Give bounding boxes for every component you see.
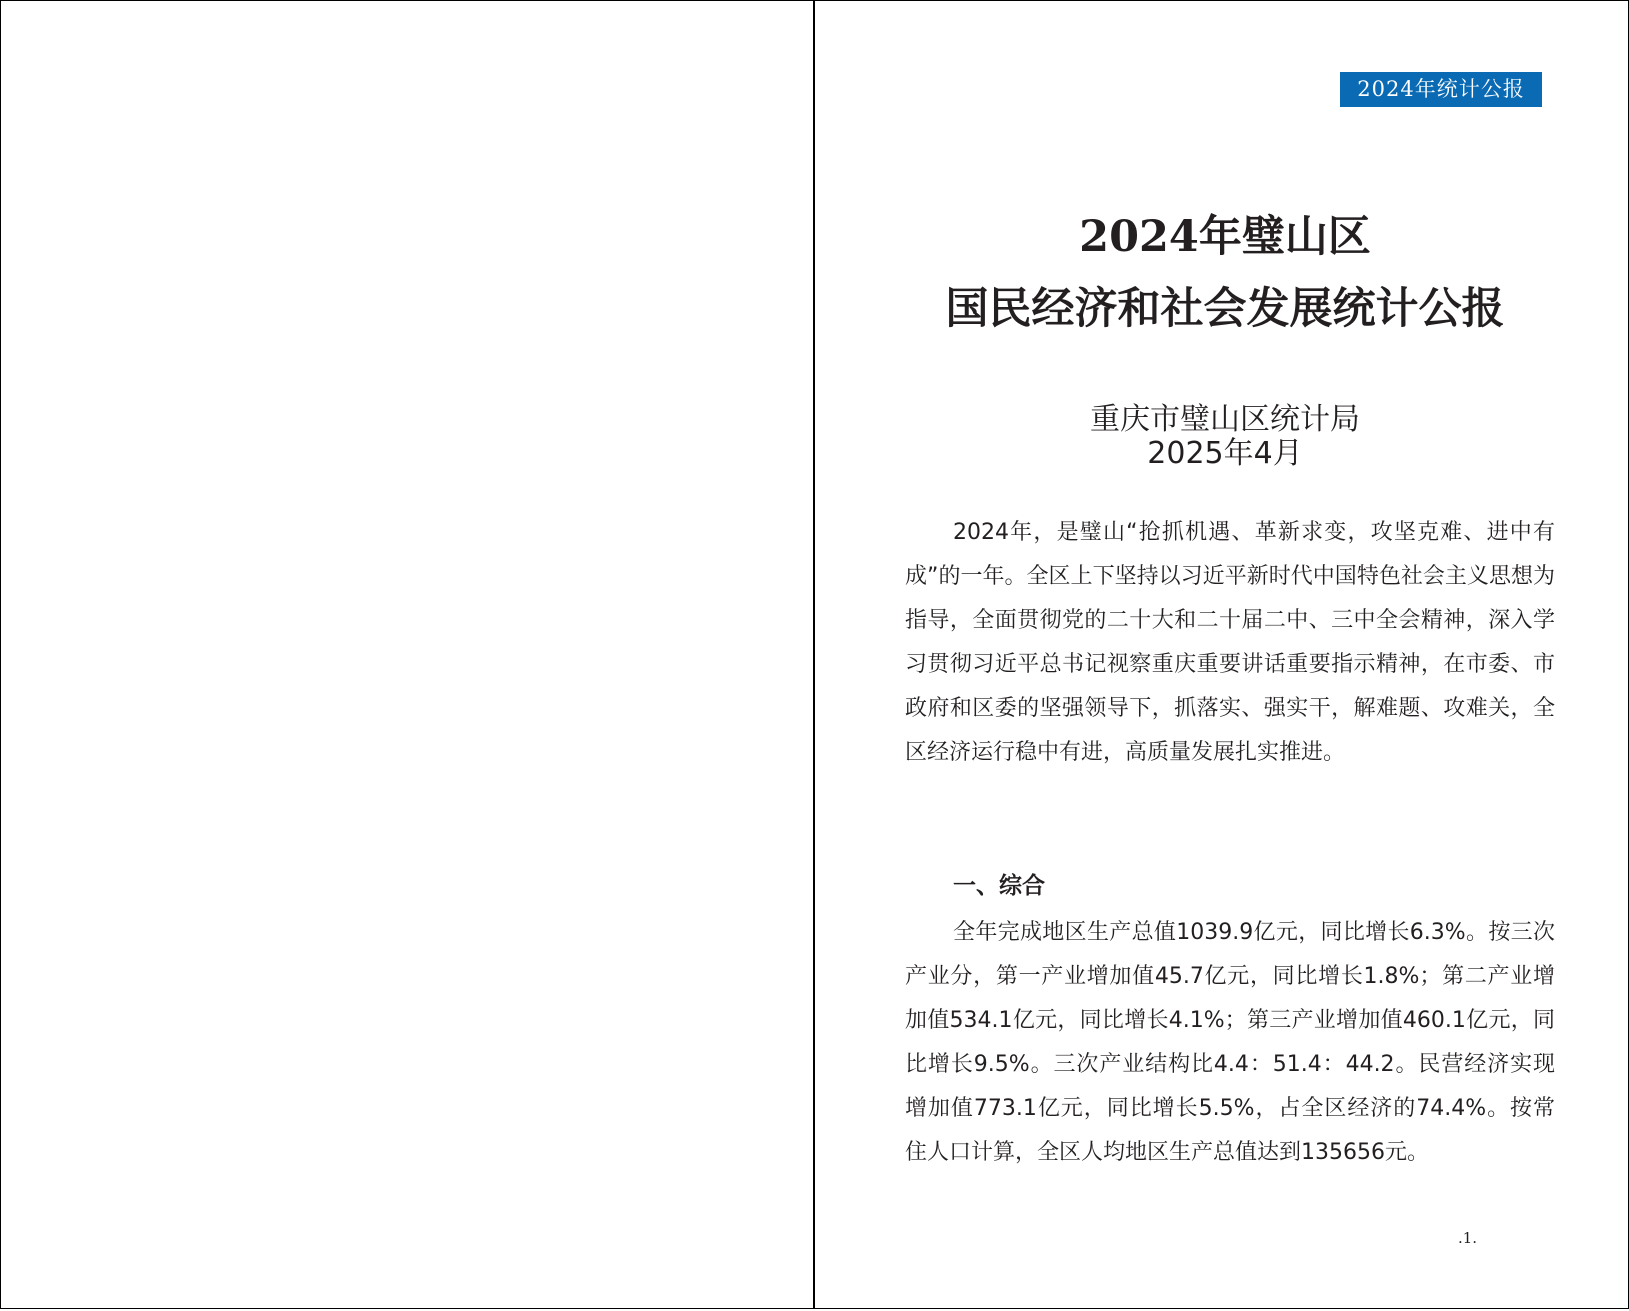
document-title-line1: 2024年璧山区	[1079, 212, 1371, 262]
document-title-line2: 国民经济和社会发展统计公报	[945, 284, 1505, 334]
section-heading: 一、综合	[953, 873, 1045, 899]
right-page	[813, 0, 1629, 1309]
document-author: 重庆市璧山区统计局	[1090, 402, 1360, 437]
section-paragraph: 全年完成地区生产总值1039.9亿元，同比增长6.3%。按三次产业分，第一产业增加值45.7亿元，同比增长1.8%；第二产业增加值534.1亿元，同比增长4.1%；第三产业增加值460.1亿元，同比增长9.5%。三次产业结构比4.4：51.4：44.2。民营经济实现增加值773.1亿元，同比增长5.5%，占全区经济的74.4%。按常住人口计算，全区人均地区生产总值达到135656元。	[905, 920, 1555, 1165]
document-date: 2025年4月	[1147, 436, 1303, 471]
intro-paragraph: 2024年，是璧山“抢抓机遇、革新求变，攻坚克难、进中有成”的一年。全区上下坚持以习近平新时代中国特色社会主义思想为指导，全面贯彻党的二十大和二十届二中、三中全会精神，深入学习贯彻习近平总书记视察重庆重要讲话重要指示精神，在市委、市政府和区委的坚强领导下，抓落实、强实干，解难题、攻难关，全区经济运行稳中有进，高质量发展扎实推进。	[905, 520, 1555, 765]
page-number: .1.	[1458, 1229, 1478, 1247]
header-badge: 2024年统计公报	[1340, 72, 1542, 107]
